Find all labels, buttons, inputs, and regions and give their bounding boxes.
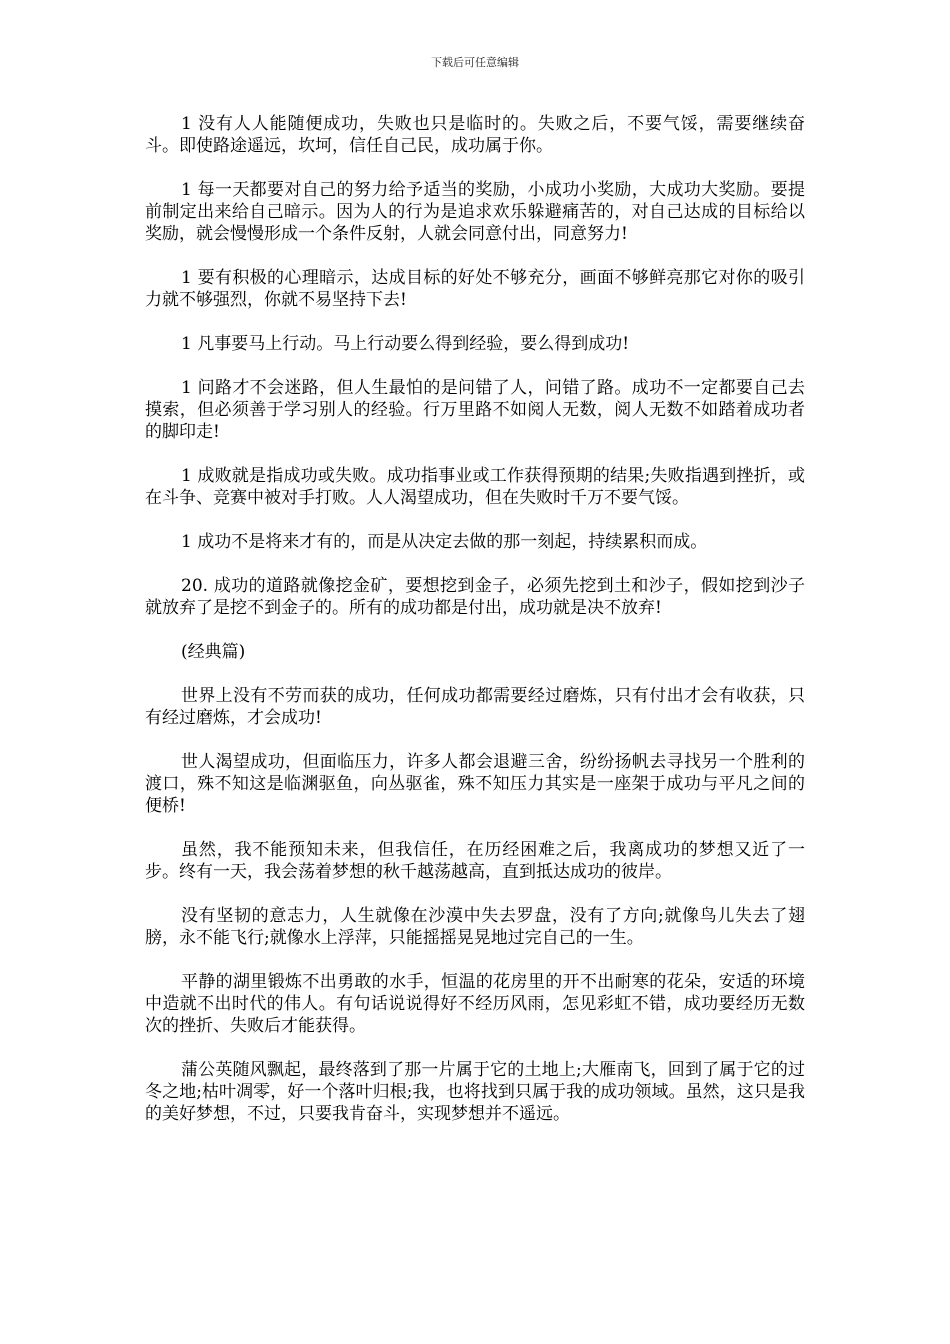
paragraph: 1 成功不是将来才有的，而是从决定去做的那一刻起，持续累积而成。 [181,532,708,552]
paragraph: 20. 成功的道路就像挖金矿，要想挖到金子，必须先挖到土和沙子，假如挖到沙子就放弃了是挖不到金子的。所有的成功都是付出，成功就是决不放弃! [145,576,805,618]
paragraph: 世人渴望成功，但面临压力，许多人都会退避三舍，纷纷扬帆去寻找另一个胜利的渡口，殊不知这是临渊驱鱼，向丛驱雀，殊不知压力其实是一座架于成功与平凡之间的便桥! [145,752,805,816]
paragraph: 世界上没有不劳而获的成功，任何成功都需要经过磨炼，只有付出才会有收获，只有经过磨炼，才会成功! [145,686,805,728]
paragraph: 没有坚韧的意志力，人生就像在沙漠中失去罗盘，没有了方向;就像鸟儿失去了翅膀，永不能飞行;就像水上浮萍，只能摇摇晃晃地过完自己的一生。 [145,906,805,948]
document-body [145,113,805,1147]
paragraph: 蒲公英随风飘起，最终落到了那一片属于它的土地上;大雁南飞，回到了属于它的过冬之地;枯叶凋零，好一个落叶归根;我，也将找到只属于我的成功领域。虽然，这只是我的美好梦想，不过，只要我肯奋斗，实现梦想并不遥远。 [145,1060,805,1124]
paragraph: 虽然，我不能预知未来，但我信任，在历经困难之后，我离成功的梦想又近了一步。终有一天，我会荡着梦想的秋千越荡越高，直到抵达成功的彼岸。 [145,840,805,882]
paragraph: 1 凡事要马上行动。马上行动要么得到经验，要么得到成功! [181,334,630,354]
paragraph: 1 每一天都要对自己的努力给予适当的奖励，小成功小奖励，大成功大奖励。要提前制定出来给自己暗示。因为人的行为是追求欢乐躲避痛苦的，对自己达成的目标给以奖励，就会慢慢形成一个条件反射，人就会同意付出，同意努力! [145,180,805,244]
section-heading: (经典篇) [181,642,246,662]
paragraph: 1 成败就是指成功或失败。成功指事业或工作获得预期的结果;失败指遇到挫折，或在斗争、竞赛中被对手打败。人人渴望成功，但在失败时千万不要气馁。 [145,466,805,508]
paragraph: 平静的湖里锻炼不出勇敢的水手，恒温的花房里的开不出耐寒的花朵，安适的环境中造就不出时代的伟人。有句话说说得好不经历风雨，怎见彩虹不错，成功要经历无数次的挫折、失败后才能获得。 [145,972,805,1036]
paragraph: 1 问路才不会迷路，但人生最怕的是问错了人，问错了路。成功不一定都要自己去摸索，但必须善于学习别人的经验。行万里路不如阅人无数，阅人无数不如踏着成功者的脚印走! [145,378,805,442]
page-header-note: 下载后可任意编辑 [431,56,519,69]
paragraph: 1 没有人人能随便成功，失败也只是临时的。失败之后，不要气馁，需要继续奋斗。即使路途遥远，坎坷，信任自己民，成功属于你。 [145,114,805,156]
paragraph: 1 要有积极的心理暗示，达成目标的好处不够充分，画面不够鲜亮那它对你的吸引力就不够强烈，你就不易坚持下去! [145,268,805,310]
